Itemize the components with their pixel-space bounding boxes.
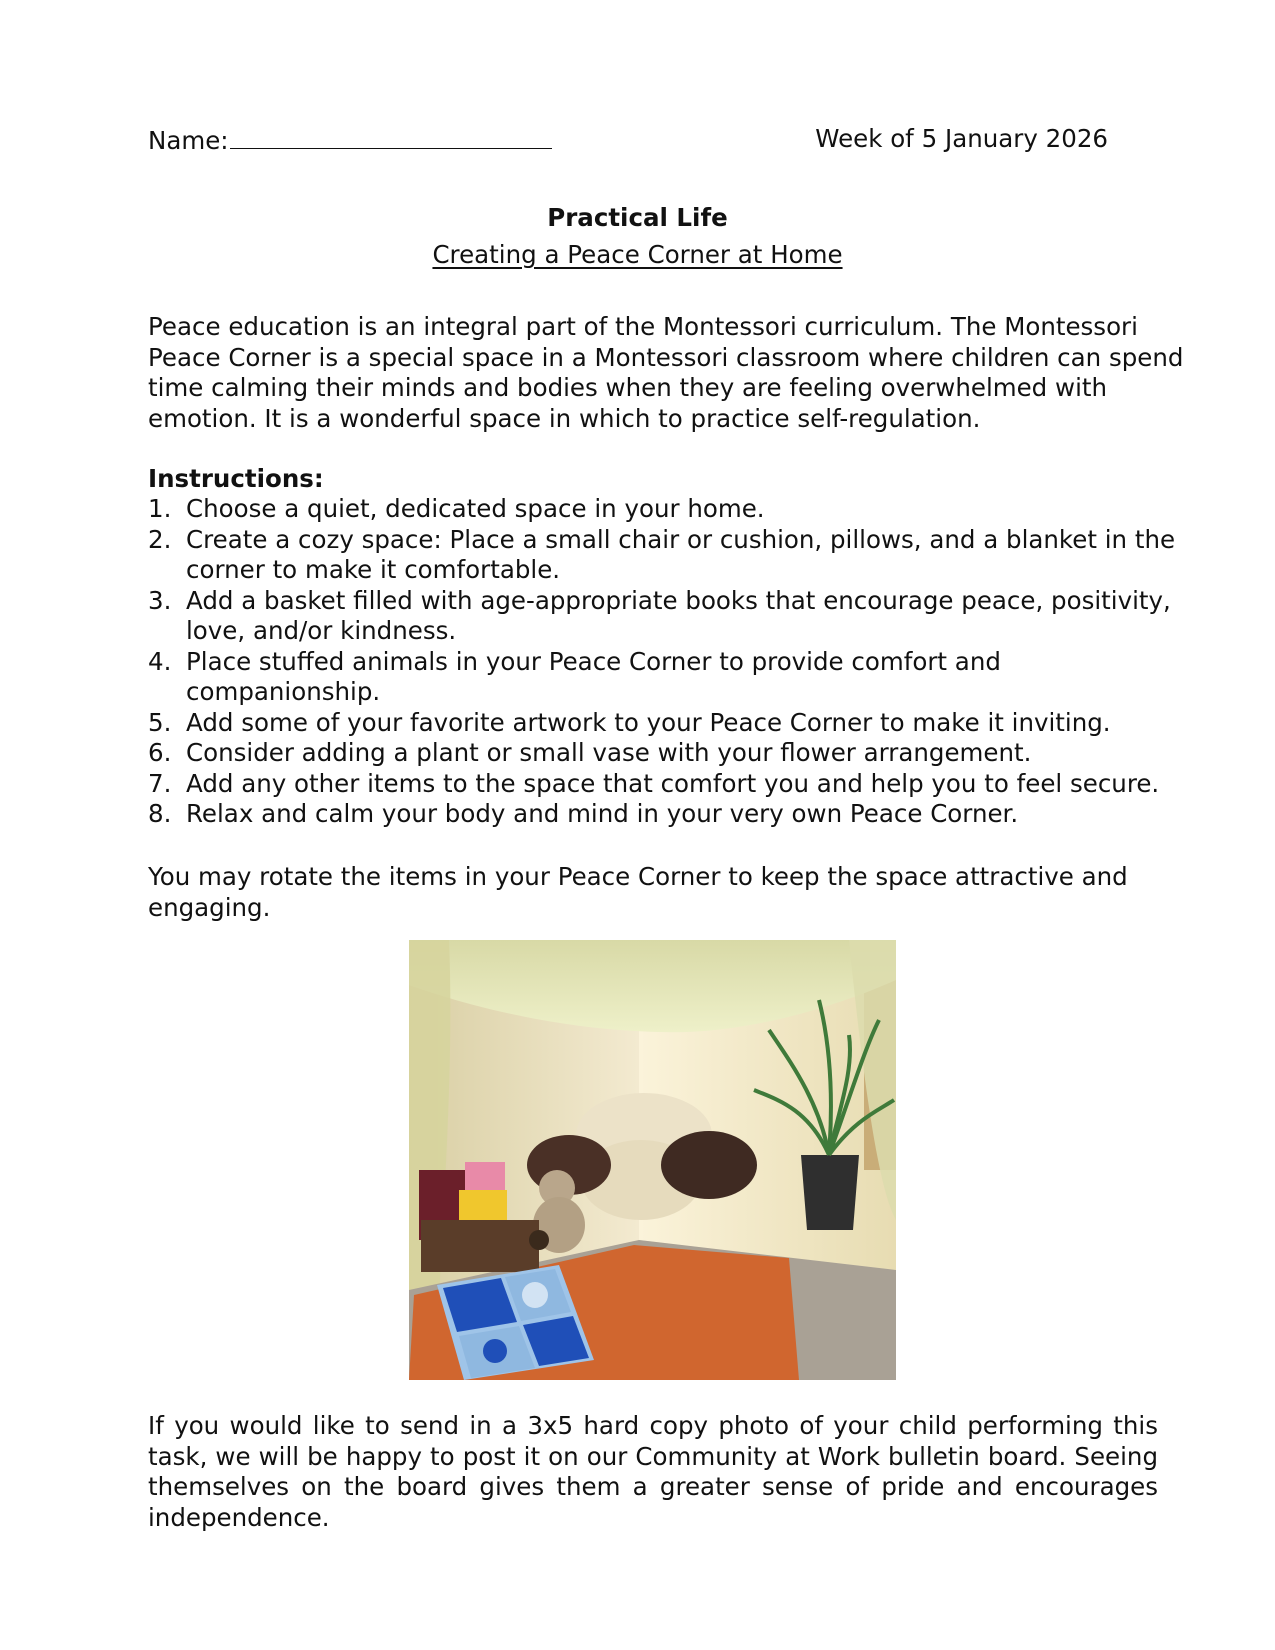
step-text: Choose a quiet, dedicated space in your home. — [186, 494, 765, 523]
step-number: 7. — [148, 768, 172, 798]
peace-corner-illustration — [409, 940, 896, 1380]
list-item — [148, 586, 1188, 647]
step-text: Place stuffed animals in your Peace Corner to provide comfort and companionship. — [186, 646, 1001, 706]
subtitle-text: Creating a Peace Corner at Home — [432, 240, 843, 269]
week-date: Week of 5 January 2026 — [815, 124, 1108, 153]
section-title: Practical Life — [547, 203, 728, 232]
instructions-heading: Instructions: — [148, 464, 324, 493]
list-item — [148, 525, 1188, 586]
step-text: Add a basket filled with age-appropriate books that encourage peace, positivity, love, and/or kindness. — [186, 585, 1171, 645]
step-number: 5. — [148, 707, 172, 737]
wicker-basket — [421, 1220, 539, 1272]
step-number: 2. — [148, 524, 172, 554]
small-bowl — [529, 1230, 549, 1250]
header-row — [148, 124, 1108, 156]
list-item — [148, 738, 1188, 769]
plant-pot — [801, 1155, 859, 1230]
name-blank-line[interactable] — [230, 124, 552, 149]
list-item — [148, 494, 1188, 525]
step-number: 3. — [148, 585, 172, 615]
step-text: Add some of your favorite artwork to your Peace Corner to make it inviting. — [186, 707, 1111, 737]
step-number: 6. — [148, 738, 172, 767]
name-label: Name: — [148, 126, 229, 155]
name-field[interactable] — [148, 124, 552, 157]
intro-paragraph: Peace education is an integral part of the Montessori curriculum. The Montessori Peace Corner is a special space in a Montessori classroom where children can spend time calming their minds and bodies when they are feeling overwhelmed with emotion. It is a wonderful space in which to practice self-regulation. — [148, 312, 1184, 433]
instructions-list — [148, 494, 1188, 830]
step-number: 4. — [148, 646, 172, 676]
step-number: 1. — [148, 494, 172, 523]
list-item — [148, 647, 1188, 708]
step-text: Consider adding a plant or small vase with your flower arrangement. — [186, 738, 1032, 767]
list-item — [148, 769, 1188, 800]
step-number: 8. — [148, 799, 172, 828]
step-text: Relax and calm your body and mind in your very own Peace Corner. — [186, 799, 1019, 828]
list-item — [148, 708, 1188, 739]
closing-paragraph: If you would like to send in a 3x5 hard copy photo of your child performing this task, we will be happy to post it on our Community at Work bulletin board. Seeing themselves on the board gives them a greater sense of pride and encourages independence. — [148, 1411, 1158, 1532]
rotate-note-paragraph: You may rotate the items in your Peace Corner to keep the space attractive and engaging. — [148, 862, 1128, 922]
peace-corner-photo — [409, 940, 896, 1380]
brown-pillow-right — [661, 1131, 757, 1199]
activity-subtitle — [0, 240, 1275, 271]
step-text: Create a cozy space: Place a small chair or cushion, pillows, and a blanket in the corner to make it comfortable. — [186, 524, 1176, 584]
step-text: Add any other items to the space that comfort you and help you to feel secure. — [186, 768, 1160, 798]
list-item — [148, 799, 1188, 830]
